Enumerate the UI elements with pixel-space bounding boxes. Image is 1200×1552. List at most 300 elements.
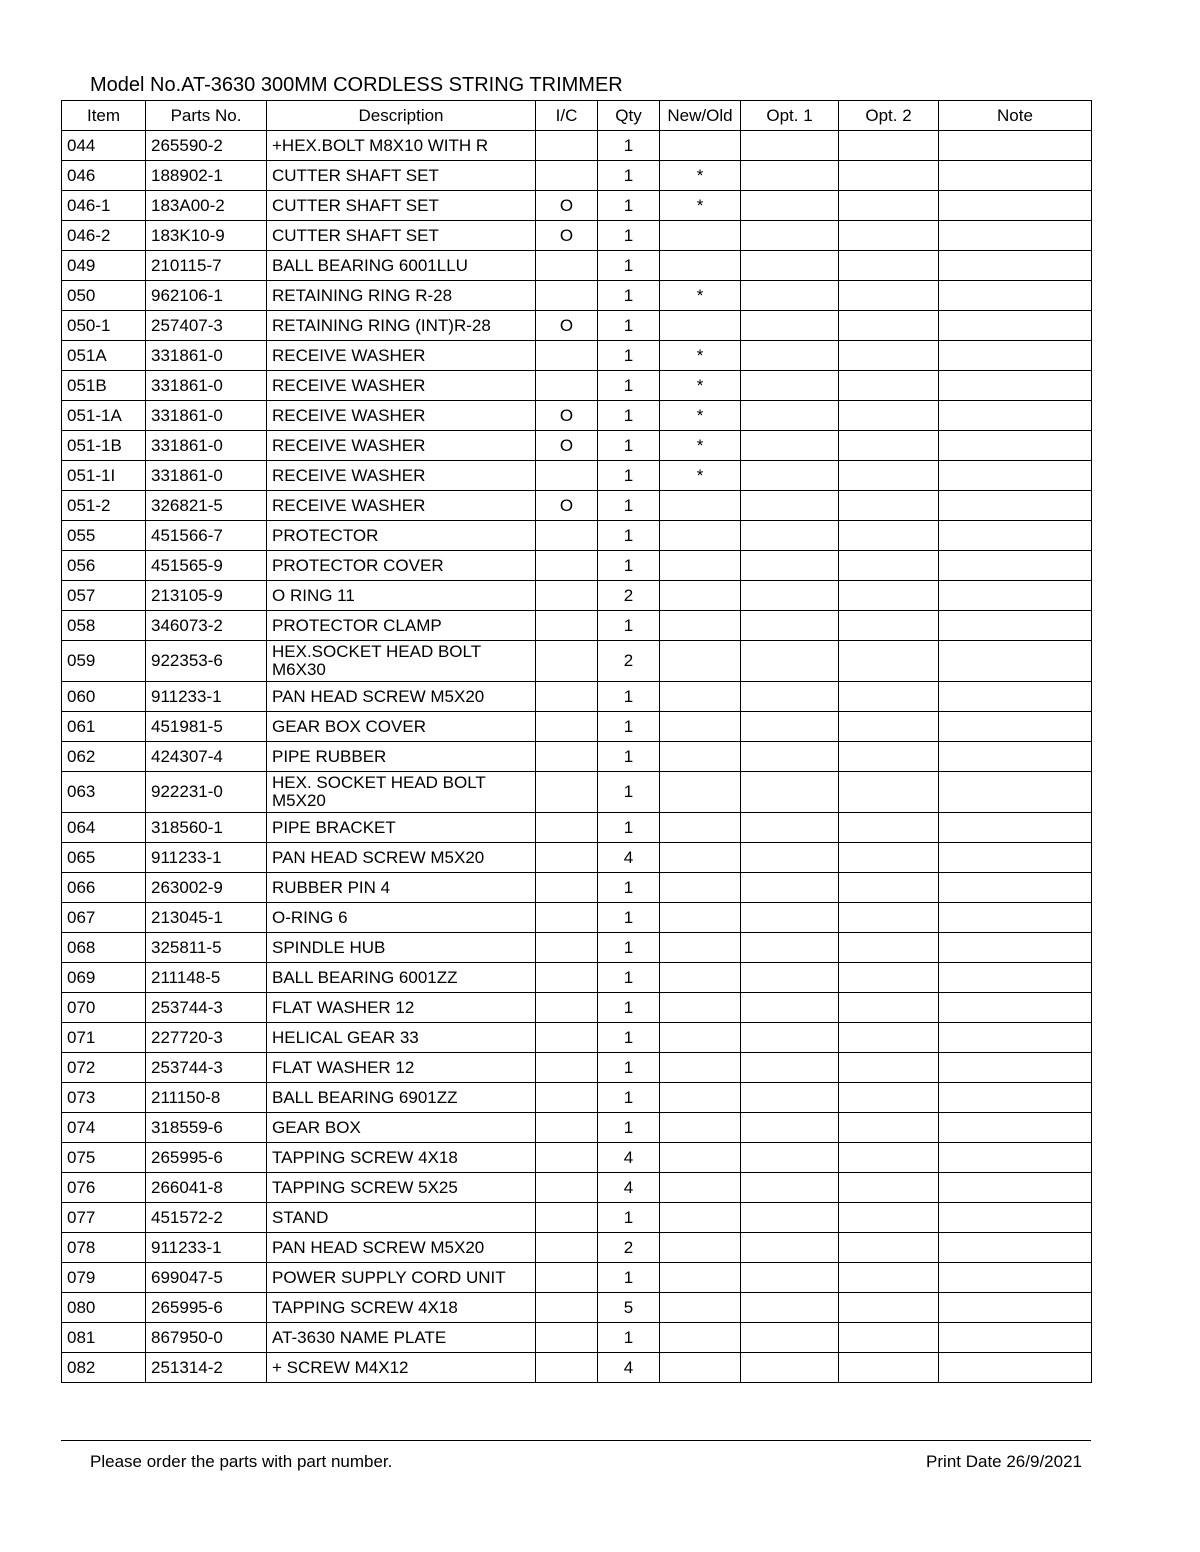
new-old-cell xyxy=(660,1173,741,1203)
qty-cell: 1 xyxy=(598,682,660,712)
table-row xyxy=(62,843,1092,873)
opt1-cell xyxy=(741,903,839,933)
part-number-cell: 331861-0 xyxy=(146,371,267,401)
description-cell: STAND xyxy=(267,1203,536,1233)
table-row xyxy=(62,1353,1092,1383)
note-cell xyxy=(939,1233,1092,1263)
opt2-cell xyxy=(839,311,939,341)
opt2-cell xyxy=(839,221,939,251)
item-cell: 073 xyxy=(62,1083,146,1113)
description-cell: PAN HEAD SCREW M5X20 xyxy=(267,1233,536,1263)
new-old-cell xyxy=(660,993,741,1023)
note-cell xyxy=(939,903,1092,933)
ic-cell xyxy=(536,1293,598,1323)
opt2-cell xyxy=(839,251,939,281)
description-cell: RUBBER PIN 4 xyxy=(267,873,536,903)
table-row xyxy=(62,1173,1092,1203)
ic-cell xyxy=(536,712,598,742)
opt1-cell xyxy=(741,1323,839,1353)
item-cell: 051-2 xyxy=(62,491,146,521)
ic-cell xyxy=(536,772,598,813)
ic-cell xyxy=(536,682,598,712)
part-number-cell: 183K10-9 xyxy=(146,221,267,251)
part-number-cell: 263002-9 xyxy=(146,873,267,903)
note-cell xyxy=(939,491,1092,521)
item-cell: 046 xyxy=(62,161,146,191)
column-header: Description xyxy=(267,101,536,131)
note-cell xyxy=(939,461,1092,491)
opt2-cell xyxy=(839,772,939,813)
ic-cell xyxy=(536,742,598,772)
part-number-cell: 210115-7 xyxy=(146,251,267,281)
ic-cell xyxy=(536,1143,598,1173)
note-cell xyxy=(939,641,1092,682)
table-row xyxy=(62,431,1092,461)
opt2-cell xyxy=(839,281,939,311)
qty-cell: 4 xyxy=(598,843,660,873)
qty-cell: 1 xyxy=(598,742,660,772)
opt1-cell xyxy=(741,281,839,311)
note-cell xyxy=(939,221,1092,251)
description-cell: BALL BEARING 6001ZZ xyxy=(267,963,536,993)
description-cell: RECEIVE WASHER xyxy=(267,491,536,521)
opt1-cell xyxy=(741,712,839,742)
new-old-cell: * xyxy=(660,161,741,191)
table-row xyxy=(62,1263,1092,1293)
new-old-cell: * xyxy=(660,341,741,371)
note-cell xyxy=(939,772,1092,813)
table-row xyxy=(62,311,1092,341)
description-cell: CUTTER SHAFT SET xyxy=(267,161,536,191)
item-cell: 051B xyxy=(62,371,146,401)
qty-cell: 1 xyxy=(598,281,660,311)
note-cell xyxy=(939,611,1092,641)
note-cell xyxy=(939,742,1092,772)
note-cell xyxy=(939,581,1092,611)
description-cell: PAN HEAD SCREW M5X20 xyxy=(267,843,536,873)
ic-cell xyxy=(536,1113,598,1143)
part-number-cell: 922231-0 xyxy=(146,772,267,813)
opt1-cell xyxy=(741,1203,839,1233)
item-cell: 081 xyxy=(62,1323,146,1353)
ic-cell: O xyxy=(536,191,598,221)
opt1-cell xyxy=(741,742,839,772)
item-cell: 061 xyxy=(62,712,146,742)
description-cell: HEX.SOCKET HEAD BOLT M6X30 xyxy=(267,641,536,682)
note-cell xyxy=(939,191,1092,221)
print-date: Print Date 26/9/2021 xyxy=(926,1452,1082,1471)
new-old-cell xyxy=(660,491,741,521)
note-cell xyxy=(939,843,1092,873)
part-number-cell: 211150-8 xyxy=(146,1083,267,1113)
opt2-cell xyxy=(839,521,939,551)
part-number-cell: 183A00-2 xyxy=(146,191,267,221)
new-old-cell: * xyxy=(660,431,741,461)
description-cell: SPINDLE HUB xyxy=(267,933,536,963)
opt1-cell xyxy=(741,461,839,491)
opt1-cell xyxy=(741,1353,839,1383)
opt1-cell xyxy=(741,401,839,431)
qty-cell: 1 xyxy=(598,993,660,1023)
description-cell: AT-3630 NAME PLATE xyxy=(267,1323,536,1353)
ic-cell xyxy=(536,1173,598,1203)
opt1-cell xyxy=(741,933,839,963)
description-cell: RECEIVE WASHER xyxy=(267,401,536,431)
table-row xyxy=(62,551,1092,581)
new-old-cell xyxy=(660,251,741,281)
qty-cell: 4 xyxy=(598,1173,660,1203)
item-cell: 046-2 xyxy=(62,221,146,251)
ic-cell xyxy=(536,281,598,311)
description-cell: FLAT WASHER 12 xyxy=(267,993,536,1023)
item-cell: 046-1 xyxy=(62,191,146,221)
description-cell: BALL BEARING 6001LLU xyxy=(267,251,536,281)
opt1-cell xyxy=(741,431,839,461)
new-old-cell xyxy=(660,221,741,251)
opt1-cell xyxy=(741,1023,839,1053)
ic-cell xyxy=(536,963,598,993)
part-number-cell: 213045-1 xyxy=(146,903,267,933)
qty-cell: 1 xyxy=(598,1083,660,1113)
qty-cell: 4 xyxy=(598,1353,660,1383)
part-number-cell: 911233-1 xyxy=(146,1233,267,1263)
item-cell: 062 xyxy=(62,742,146,772)
ic-cell xyxy=(536,551,598,581)
item-cell: 051A xyxy=(62,341,146,371)
part-number-cell: 699047-5 xyxy=(146,1263,267,1293)
note-cell xyxy=(939,712,1092,742)
new-old-cell xyxy=(660,682,741,712)
qty-cell: 1 xyxy=(598,221,660,251)
part-number-cell: 188902-1 xyxy=(146,161,267,191)
new-old-cell xyxy=(660,1233,741,1263)
new-old-cell xyxy=(660,1323,741,1353)
ic-cell xyxy=(536,581,598,611)
part-number-cell: 451565-9 xyxy=(146,551,267,581)
ic-cell xyxy=(536,813,598,843)
note-cell xyxy=(939,251,1092,281)
qty-cell: 1 xyxy=(598,1263,660,1293)
description-cell: PIPE RUBBER xyxy=(267,742,536,772)
column-header: Opt. 2 xyxy=(839,101,939,131)
table-row xyxy=(62,1203,1092,1233)
qty-cell: 1 xyxy=(598,431,660,461)
ic-cell xyxy=(536,131,598,161)
opt2-cell xyxy=(839,1173,939,1203)
description-cell: TAPPING SCREW 4X18 xyxy=(267,1293,536,1323)
opt2-cell xyxy=(839,742,939,772)
item-cell: 072 xyxy=(62,1053,146,1083)
description-cell: BALL BEARING 6901ZZ xyxy=(267,1083,536,1113)
new-old-cell xyxy=(660,742,741,772)
opt2-cell xyxy=(839,963,939,993)
note-cell xyxy=(939,1023,1092,1053)
table-row xyxy=(62,712,1092,742)
qty-cell: 1 xyxy=(598,461,660,491)
table-row xyxy=(62,1293,1092,1323)
part-number-cell: 325811-5 xyxy=(146,933,267,963)
column-header: Item xyxy=(62,101,146,131)
opt2-cell xyxy=(839,551,939,581)
description-cell: O-RING 6 xyxy=(267,903,536,933)
item-cell: 078 xyxy=(62,1233,146,1263)
new-old-cell xyxy=(660,131,741,161)
description-cell: GEAR BOX xyxy=(267,1113,536,1143)
opt2-cell xyxy=(839,813,939,843)
item-cell: 079 xyxy=(62,1263,146,1293)
column-header: Note xyxy=(939,101,1092,131)
description-cell: RECEIVE WASHER xyxy=(267,431,536,461)
new-old-cell xyxy=(660,1293,741,1323)
opt1-cell xyxy=(741,311,839,341)
new-old-cell xyxy=(660,873,741,903)
description-cell: GEAR BOX COVER xyxy=(267,712,536,742)
qty-cell: 4 xyxy=(598,1143,660,1173)
column-header: New/Old xyxy=(660,101,741,131)
column-header: Parts No. xyxy=(146,101,267,131)
description-cell: HELICAL GEAR 33 xyxy=(267,1023,536,1053)
table-row xyxy=(62,161,1092,191)
description-cell: RECEIVE WASHER xyxy=(267,341,536,371)
table-row xyxy=(62,641,1092,682)
opt2-cell xyxy=(839,903,939,933)
ic-cell xyxy=(536,1263,598,1293)
part-number-cell: 227720-3 xyxy=(146,1023,267,1053)
table-row xyxy=(62,581,1092,611)
description-cell: PAN HEAD SCREW M5X20 xyxy=(267,682,536,712)
item-cell: 074 xyxy=(62,1113,146,1143)
opt2-cell xyxy=(839,1083,939,1113)
new-old-cell xyxy=(660,1083,741,1113)
part-number-cell: 265590-2 xyxy=(146,131,267,161)
description-cell: CUTTER SHAFT SET xyxy=(267,191,536,221)
qty-cell: 1 xyxy=(598,551,660,581)
item-cell: 077 xyxy=(62,1203,146,1233)
ic-cell: O xyxy=(536,401,598,431)
opt1-cell xyxy=(741,1143,839,1173)
part-number-cell: 867950-0 xyxy=(146,1323,267,1353)
item-cell: 070 xyxy=(62,993,146,1023)
note-cell xyxy=(939,1323,1092,1353)
new-old-cell xyxy=(660,551,741,581)
description-cell: HEX. SOCKET HEAD BOLT M5X20 xyxy=(267,772,536,813)
ic-cell xyxy=(536,1083,598,1113)
item-cell: 075 xyxy=(62,1143,146,1173)
qty-cell: 2 xyxy=(598,581,660,611)
ic-cell: O xyxy=(536,491,598,521)
item-cell: 044 xyxy=(62,131,146,161)
item-cell: 050 xyxy=(62,281,146,311)
new-old-cell xyxy=(660,311,741,341)
qty-cell: 1 xyxy=(598,611,660,641)
item-cell: 063 xyxy=(62,772,146,813)
part-number-cell: 326821-5 xyxy=(146,491,267,521)
part-number-cell: 266041-8 xyxy=(146,1173,267,1203)
item-cell: 057 xyxy=(62,581,146,611)
qty-cell: 1 xyxy=(598,873,660,903)
opt2-cell xyxy=(839,641,939,682)
item-cell: 071 xyxy=(62,1023,146,1053)
ic-cell xyxy=(536,371,598,401)
ic-cell xyxy=(536,251,598,281)
new-old-cell xyxy=(660,772,741,813)
part-number-cell: 331861-0 xyxy=(146,341,267,371)
ic-cell xyxy=(536,1323,598,1353)
table-row xyxy=(62,963,1092,993)
new-old-cell xyxy=(660,933,741,963)
opt2-cell xyxy=(839,1353,939,1383)
part-number-cell: 331861-0 xyxy=(146,461,267,491)
item-cell: 058 xyxy=(62,611,146,641)
ic-cell xyxy=(536,933,598,963)
opt1-cell xyxy=(741,491,839,521)
qty-cell: 1 xyxy=(598,712,660,742)
table-row xyxy=(62,742,1092,772)
note-cell xyxy=(939,401,1092,431)
table-row xyxy=(62,371,1092,401)
part-number-cell: 451572-2 xyxy=(146,1203,267,1233)
note-cell xyxy=(939,1083,1092,1113)
note-cell xyxy=(939,873,1092,903)
item-cell: 056 xyxy=(62,551,146,581)
part-number-cell: 331861-0 xyxy=(146,431,267,461)
ic-cell xyxy=(536,873,598,903)
description-cell: POWER SUPPLY CORD UNIT xyxy=(267,1263,536,1293)
opt1-cell xyxy=(741,191,839,221)
footer-note: Please order the parts with part number. xyxy=(90,1452,393,1471)
part-number-cell: 911233-1 xyxy=(146,843,267,873)
parts-table xyxy=(61,100,1092,1383)
item-cell: 055 xyxy=(62,521,146,551)
item-cell: 067 xyxy=(62,903,146,933)
table-row xyxy=(62,131,1092,161)
new-old-cell: * xyxy=(660,461,741,491)
opt1-cell xyxy=(741,611,839,641)
item-cell: 076 xyxy=(62,1173,146,1203)
qty-cell: 1 xyxy=(598,131,660,161)
ic-cell xyxy=(536,1203,598,1233)
note-cell xyxy=(939,431,1092,461)
table-row xyxy=(62,521,1092,551)
note-cell xyxy=(939,551,1092,581)
new-old-cell xyxy=(660,843,741,873)
table-row xyxy=(62,1023,1092,1053)
ic-cell: O xyxy=(536,311,598,341)
new-old-cell xyxy=(660,1023,741,1053)
qty-cell: 1 xyxy=(598,521,660,551)
description-cell: +HEX.BOLT M8X10 WITH R xyxy=(267,131,536,161)
opt1-cell xyxy=(741,1053,839,1083)
opt2-cell xyxy=(839,933,939,963)
note-cell xyxy=(939,371,1092,401)
opt2-cell xyxy=(839,401,939,431)
qty-cell: 1 xyxy=(598,161,660,191)
opt1-cell xyxy=(741,551,839,581)
table-row xyxy=(62,903,1092,933)
part-number-cell: 213105-9 xyxy=(146,581,267,611)
new-old-cell xyxy=(660,963,741,993)
description-cell: PROTECTOR xyxy=(267,521,536,551)
note-cell xyxy=(939,281,1092,311)
opt2-cell xyxy=(839,131,939,161)
ic-cell: O xyxy=(536,431,598,461)
part-number-cell: 922353-6 xyxy=(146,641,267,682)
description-cell: TAPPING SCREW 4X18 xyxy=(267,1143,536,1173)
new-old-cell xyxy=(660,903,741,933)
part-number-cell: 911233-1 xyxy=(146,682,267,712)
part-number-cell: 346073-2 xyxy=(146,611,267,641)
note-cell xyxy=(939,341,1092,371)
item-cell: 080 xyxy=(62,1293,146,1323)
opt1-cell xyxy=(741,641,839,682)
opt2-cell xyxy=(839,1113,939,1143)
description-cell: O RING 11 xyxy=(267,581,536,611)
new-old-cell xyxy=(660,1053,741,1083)
description-cell: + SCREW M4X12 xyxy=(267,1353,536,1383)
opt1-cell xyxy=(741,1083,839,1113)
qty-cell: 1 xyxy=(598,933,660,963)
item-cell: 064 xyxy=(62,813,146,843)
opt2-cell xyxy=(839,431,939,461)
ic-cell xyxy=(536,161,598,191)
ic-cell: O xyxy=(536,221,598,251)
note-cell xyxy=(939,1173,1092,1203)
ic-cell xyxy=(536,903,598,933)
qty-cell: 1 xyxy=(598,191,660,221)
new-old-cell xyxy=(660,813,741,843)
note-cell xyxy=(939,1263,1092,1293)
note-cell xyxy=(939,933,1092,963)
opt1-cell xyxy=(741,873,839,903)
opt1-cell xyxy=(741,581,839,611)
qty-cell: 1 xyxy=(598,311,660,341)
note-cell xyxy=(939,311,1092,341)
new-old-cell xyxy=(660,1353,741,1383)
new-old-cell xyxy=(660,641,741,682)
note-cell xyxy=(939,1053,1092,1083)
table-row xyxy=(62,933,1092,963)
opt2-cell xyxy=(839,1053,939,1083)
table-row xyxy=(62,281,1092,311)
qty-cell: 1 xyxy=(598,903,660,933)
opt2-cell xyxy=(839,1293,939,1323)
ic-cell xyxy=(536,993,598,1023)
item-cell: 082 xyxy=(62,1353,146,1383)
opt1-cell xyxy=(741,813,839,843)
new-old-cell: * xyxy=(660,191,741,221)
ic-cell xyxy=(536,1353,598,1383)
opt2-cell xyxy=(839,1233,939,1263)
opt1-cell xyxy=(741,1263,839,1293)
table-row xyxy=(62,461,1092,491)
table-row xyxy=(62,1113,1092,1143)
table-row xyxy=(62,221,1092,251)
part-number-cell: 251314-2 xyxy=(146,1353,267,1383)
new-old-cell: * xyxy=(660,281,741,311)
opt2-cell xyxy=(839,712,939,742)
qty-cell: 1 xyxy=(598,1113,660,1143)
note-cell xyxy=(939,161,1092,191)
ic-cell xyxy=(536,1233,598,1263)
opt1-cell xyxy=(741,341,839,371)
opt1-cell xyxy=(741,161,839,191)
part-number-cell: 962106-1 xyxy=(146,281,267,311)
opt1-cell xyxy=(741,521,839,551)
new-old-cell xyxy=(660,581,741,611)
item-cell: 066 xyxy=(62,873,146,903)
part-number-cell: 265995-6 xyxy=(146,1143,267,1173)
item-cell: 051-1B xyxy=(62,431,146,461)
